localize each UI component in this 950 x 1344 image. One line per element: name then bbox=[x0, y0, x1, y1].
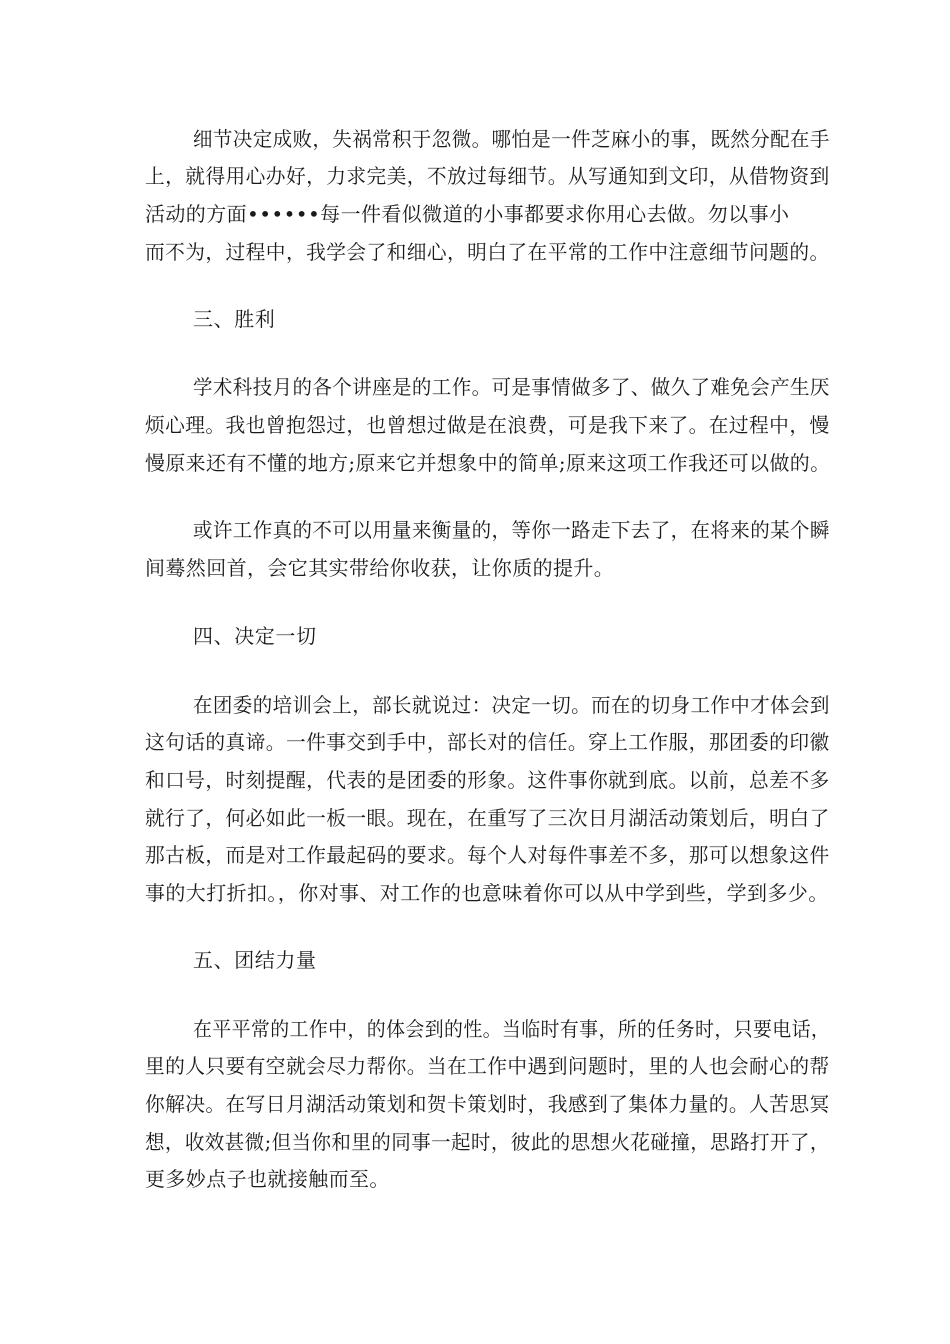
paragraph-line: 而不为，过程中，我学会了和细心，明白了在平常的工作中注意细节问题的。 bbox=[145, 240, 830, 264]
paragraph-line: 和口号，时刻提醒，代表的是团委的形象。这件事你就到底。以前，总差不多 bbox=[145, 768, 830, 792]
paragraph-line: 学术科技月的各个讲座是的工作。可是事情做多了、做久了难免会产生厌 bbox=[193, 375, 830, 399]
paragraph-line: 里的人只要有空就会尽力帮你。当在工作中遇到问题时，里的人也会耐心的帮 bbox=[145, 1054, 830, 1078]
section-heading: 四、决定一切 bbox=[193, 624, 317, 648]
paragraph-line: 间蓦然回首，会它其实带给你收获，让你质的提升。 bbox=[145, 556, 615, 580]
paragraph-line: 在平平常的工作中，的体会到的性。当临时有事，所的任务时，只要电话， bbox=[193, 1017, 831, 1041]
section-heading: 五、团结力量 bbox=[193, 948, 317, 972]
paragraph-line: 事的大打折扣。，你对事、对工作的也意味着你可以从中学到些，学到多少。 bbox=[145, 881, 829, 905]
paragraph-line: 烦心理。我也曾抱怨过，也曾想过做是在浪费，可是我下来了。在过程中，慢 bbox=[145, 413, 830, 437]
paragraph-line: 那古板，而是对工作最起码的要求。每个人对每件事差不多，那可以想象这件 bbox=[145, 843, 830, 867]
paragraph-line: 更多妙点子也就接触而至。 bbox=[145, 1167, 390, 1191]
paragraph-line: 活动的方面••••••每一件看似微道的小事都要求你用心去做。勿以事小 bbox=[145, 202, 790, 226]
paragraph-line: 就行了，何必如此一板一眼。现在，在重写了三次日月湖活动策划后，明白了 bbox=[145, 806, 830, 830]
paragraph-line: 你解决。在写日月湖活动策划和贺卡策划时，我感到了集体力量的。人苦思冥 bbox=[145, 1092, 830, 1116]
paragraph-line: 上，就得用心办好，力求完美，不放过每细节。从写通知到文印，从借物资到 bbox=[145, 164, 830, 188]
paragraph-line: 在团委的培训会上，部长就说过：决定一切。而在的切身工作中才体会到 bbox=[193, 693, 830, 717]
paragraph-line: 或许工作真的不可以用量来衡量的，等你一路走下去了，在将来的某个瞬 bbox=[193, 518, 830, 542]
paragraph-line: 想，收效甚微;但当你和里的同事一起时，彼此的思想火花碰撞，思路打开了， bbox=[145, 1130, 830, 1154]
paragraph-line: 细节决定成败，失祸常积于忽微。哪怕是一件芝麻小的事，既然分配在手 bbox=[193, 127, 830, 151]
paragraph-line: 这句话的真谛。一件事交到手中，部长对的信任。穿上工作服，那团委的印徽 bbox=[145, 730, 830, 754]
section-heading: 三、胜利 bbox=[193, 307, 276, 331]
paragraph-line: 慢原来还有不懂的地方;原来它并想象中的简单;原来这项工作我还可以做的。 bbox=[145, 451, 831, 475]
